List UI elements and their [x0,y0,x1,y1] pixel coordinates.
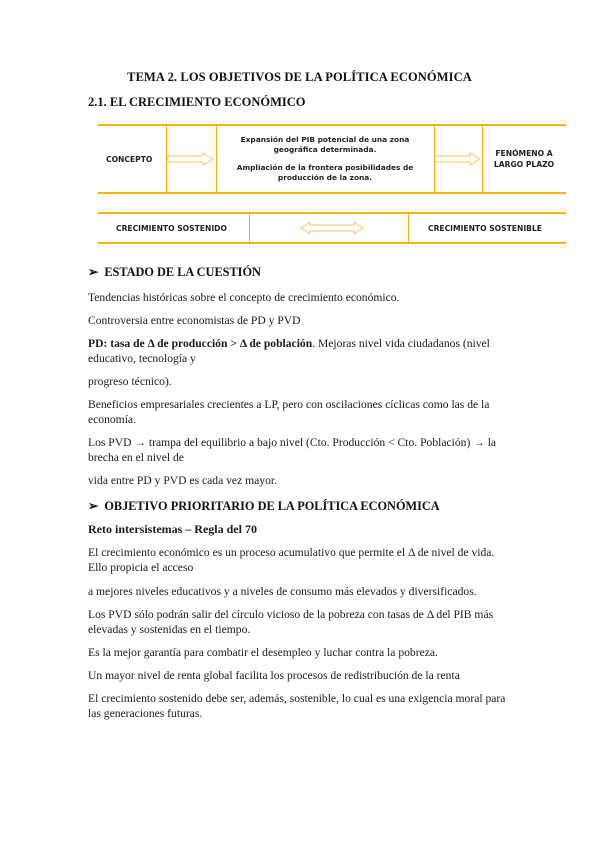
section-heading-text: ESTADO DE LA CUESTIÓN [104,265,261,279]
double-arrow-icon [300,221,364,235]
arrow-cell-1 [166,126,217,192]
paragraph: Un mayor nivel de renta global facilita los procesos de redistribución de la renta [88,669,460,682]
concept-cell [98,126,167,192]
definition-line-2: geográfica determinada. [273,145,377,154]
pvd-line-1: Los PVD → trampa del equilibrio a bajo nivel (Cto. Producción < Cto. Población) → la [88,436,497,449]
phenomenon-line-1: FENÓMENO A [495,149,553,158]
sustainable-cell [410,214,566,242]
sustained-cell [98,214,250,242]
paragraph: Es la mejor garantía para combatir el desempleo y luchar contra la pobreza. [88,646,438,659]
paragraph: Controversia entre economistas de PD y PVD [88,314,301,327]
paragraph-growth [88,545,520,575]
section-title: 2.1. EL CRECIMIENTO ECONÓMICO [88,95,306,109]
growth-line-1: El crecimiento económico es un proceso acumulativo que permite el Δ de nivel de vida. [88,546,495,559]
page-title: TEMA 2. LOS OBJETIVOS DE LA POLÍTICA ECONÓMICA [127,70,472,84]
arrowhead-icon: ➢ [88,265,99,279]
phenomenon-line-2: LARGO PLAZO [493,160,555,169]
section-heading-state [88,265,261,280]
benefits-line-2: economía. [88,413,136,426]
growth-line-2: Ello propicia el acceso [88,561,194,574]
pd-line-2: educativo, tecnología y [88,352,196,365]
paragraph-sustainable [88,691,520,721]
definition-line-4: producción de la zona. [277,173,373,182]
right-arrow-icon [167,152,215,166]
paragraph: progreso técnico). [88,375,172,388]
paragraph-poverty [88,607,520,637]
paragraph-benefits [88,397,520,427]
paragraph: a mejores niveles educativos y a niveles de consumo más elevados y diversificados. [88,585,477,598]
concept-diagram [98,124,566,194]
phenomenon-cell [482,126,566,192]
subheading: Reto intersistemas – Regla del 70 [88,522,257,536]
sustainable-label: CRECIMIENTO SOSTENIBLE [428,223,542,233]
definition-cell [216,126,435,192]
sustainable-line-2: las generaciones futuras. [88,707,203,720]
paragraph: Tendencias históricas sobre el concepto de crecimiento económico. [88,291,400,304]
benefits-line-1: Beneficios empresariales crecientes a LP, pero con oscilaciones cíclicas como las de la [88,398,490,411]
poverty-line-1: Los PVD sólo podrán salir del círculo vicioso de la pobreza con tasas de Δ del PIB más [88,608,494,621]
concept-label: CONCEPTO [106,154,153,164]
paragraph-pd [88,336,520,366]
sustainable-line-1: El crecimiento sostenido debe ser, además, sostenible, lo cual es una exigencia moral para [88,692,506,705]
arrow-cell-2 [434,126,483,192]
definition-line-3: Ampliación de la frontera posibilidades de [236,163,414,172]
sustained-label: CRECIMIENTO SOSTENIDO [116,223,227,233]
growth-diagram [98,212,566,244]
arrowhead-icon: ➢ [88,499,99,513]
section-heading-text: OBJETIVO PRIORITARIO DE LA POLÍTICA ECONÓMICA [104,499,440,513]
paragraph-pvd [88,435,520,465]
double-arrow-cell [256,214,409,242]
pd-rest-text: . Mejoras nivel vida ciudadanos (nivel [312,337,490,350]
pvd-line-2: brecha en el nivel de [88,451,184,464]
definition-line-1: Expansión del PIB potencial de una zona [240,135,410,144]
right-arrow-icon [434,152,482,166]
section-heading-objective [88,499,440,514]
pd-bold-text: PD: tasa de Δ de producción > Δ de población [88,337,313,350]
paragraph: vida entre PD y PVD es cada vez mayor. [88,474,277,487]
poverty-line-2: elevadas y sostenidas en el tiempo. [88,623,251,636]
